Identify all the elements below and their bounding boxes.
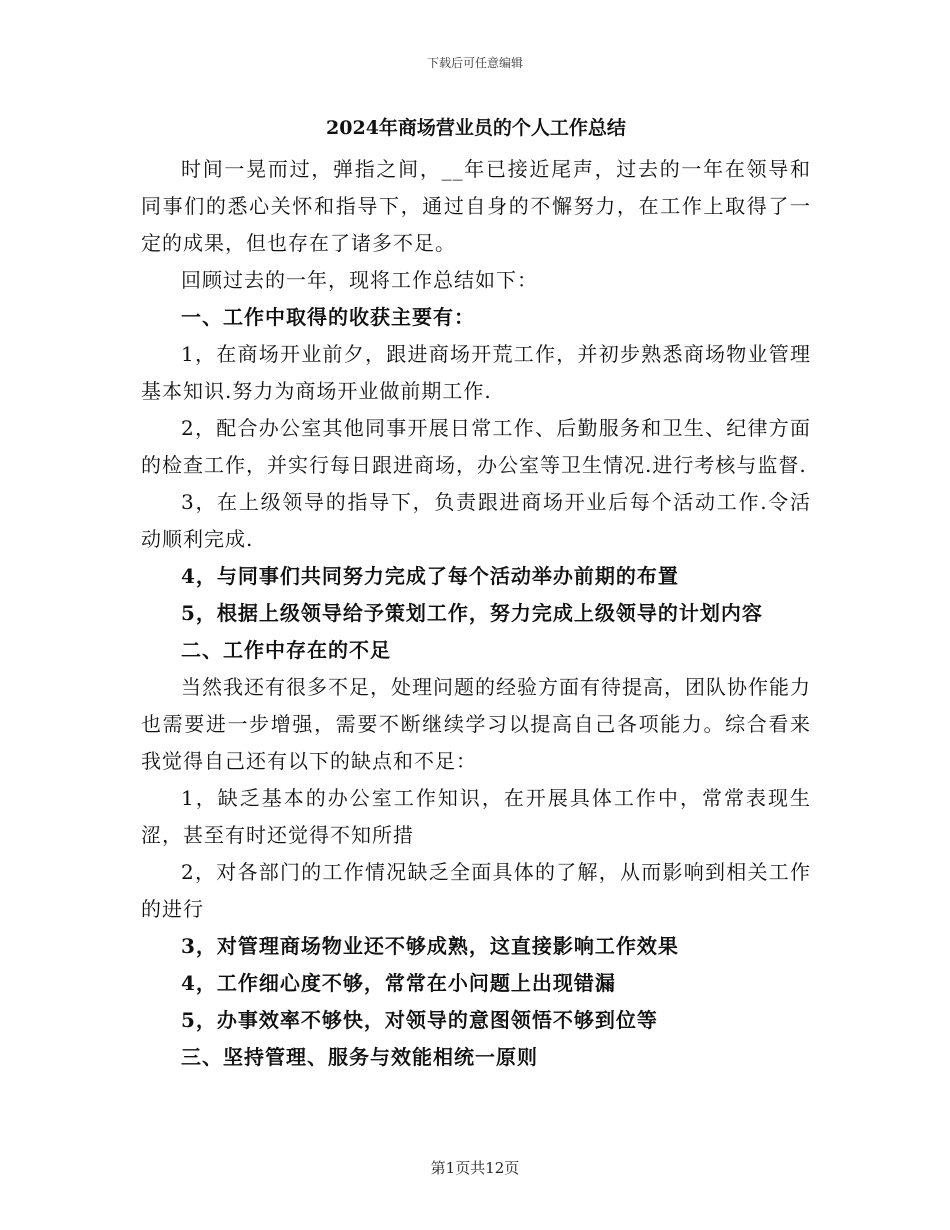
page-header-note: 下载后可任意编辑 xyxy=(426,56,523,70)
body-paragraph: 时间一晃而过，弹指之间，__年已接近尾声，过去的一年在领导和同事们的悉心关怀和指导下，通过自身的不懈努力，在工作上取得了一定的成果，但也存在了诸多不足。 xyxy=(141,157,811,255)
page-number: 第1页共12页 xyxy=(430,1159,520,1177)
body-paragraph: 1，缺乏基本的办公室工作知识，在开展具体工作中，常常表现生涩，甚至有时还觉得不知所措 xyxy=(141,786,811,847)
body-paragraph: 2，对各部门的工作情况缺乏全面具体的了解，从而影响到相关工作的进行 xyxy=(141,860,811,921)
body-paragraph: 3，在上级领导的指导下，负责跟进商场开业后每个活动工作.令活动顺利完成. xyxy=(141,490,811,551)
section-heading: 二、工作中存在的不足 xyxy=(181,638,391,662)
section-heading: 三、坚持管理、服务与效能相统一原则 xyxy=(181,1045,538,1069)
section-heading: 5，办事效率不够快，对领导的意图领悟不够到位等 xyxy=(181,1008,658,1032)
body-paragraph: 回顾过去的一年，现将工作总结如下： xyxy=(181,268,538,292)
body-paragraph: 2，配合办公室其他同事开展日常工作、后勤服务和卫生、纪律方面的检查工作，并实行每日跟进商场，办公室等卫生情况.进行考核与监督. xyxy=(141,416,811,477)
paragraph-list xyxy=(141,151,811,1076)
section-heading: 4，与同事们共同努力完成了每个活动举办前期的布置 xyxy=(181,564,679,588)
body-paragraph: 1，在商场开业前夕，跟进商场开荒工作，并初步熟悉商场物业管理基本知识.努力为商场开业做前期工作. xyxy=(141,342,811,403)
section-heading: 一、工作中取得的收获主要有： xyxy=(181,305,475,329)
document-body xyxy=(141,113,811,1076)
document-title: 2024年商场营业员的个人工作总结 xyxy=(326,117,626,139)
section-heading: 3，对管理商场物业还不够成熟，这直接影响工作效果 xyxy=(181,934,679,958)
body-paragraph: 当然我还有很多不足，处理问题的经验方面有待提高，团队协作能力也需要进一步增强，需要不断继续学习以提高自己各项能力。综合看来我觉得自己还有以下的缺点和不足： xyxy=(141,675,811,773)
section-heading: 4，工作细心度不够，常常在小问题上出现错漏 xyxy=(181,971,616,995)
section-heading: 5，根据上级领导给予策划工作，努力完成上级领导的计划内容 xyxy=(181,601,763,625)
